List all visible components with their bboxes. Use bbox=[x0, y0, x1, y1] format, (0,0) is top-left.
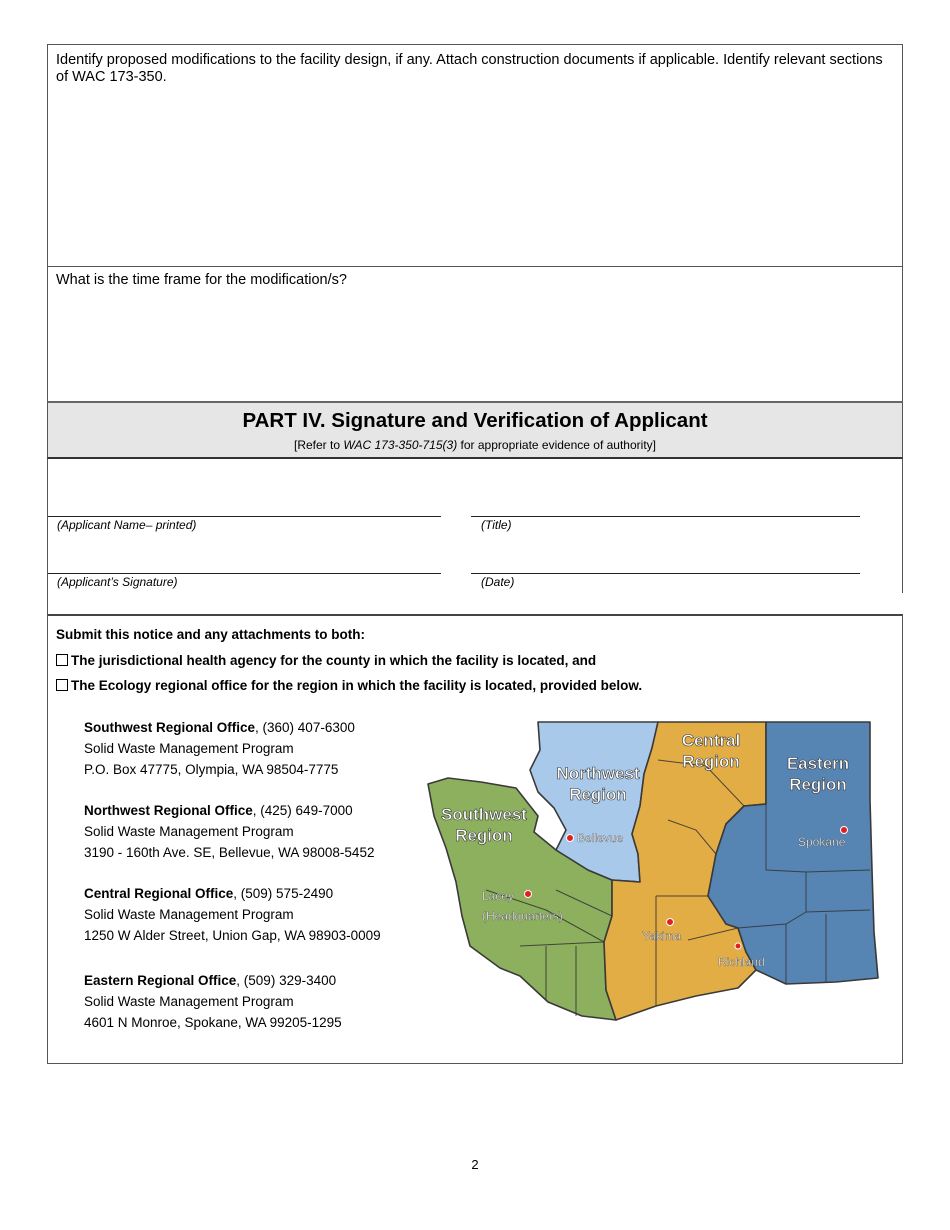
central-office bbox=[84, 883, 381, 946]
part4-subtitle bbox=[48, 438, 902, 452]
central-region-label-2: Region bbox=[682, 752, 740, 771]
southwest-office bbox=[84, 717, 355, 780]
office-program: Solid Waste Management Program bbox=[84, 741, 294, 756]
eastern-office bbox=[84, 970, 342, 1033]
office-phone: , (425) 649-7000 bbox=[252, 803, 353, 818]
submission-box bbox=[47, 614, 903, 1064]
bellevue-label: Bellevue bbox=[577, 831, 624, 845]
applicant-signature-line[interactable] bbox=[48, 573, 441, 574]
timeframe-box bbox=[47, 266, 903, 402]
health-agency-label: The jurisdictional health agency for the county in which the facility is located, and bbox=[71, 653, 597, 668]
date-label: (Date) bbox=[481, 575, 515, 589]
southwest-region-label-1: Southwest bbox=[441, 805, 527, 824]
office-address: 4601 N Monroe, Spokane, WA 99205-1295 bbox=[84, 1015, 342, 1030]
submit-heading: Submit this notice and any attachments to both: bbox=[56, 627, 366, 642]
spokane-marker bbox=[841, 827, 848, 834]
modifications-question: Identify proposed modifications to the facility design, if any. Attach construction documents if applicable. Identify relevant sections of WAC 173-350. bbox=[56, 52, 883, 85]
health-agency-checkbox[interactable] bbox=[56, 654, 68, 666]
submit-option-health-agency[interactable] bbox=[56, 653, 596, 668]
submit-option-ecology-office[interactable] bbox=[56, 678, 642, 693]
applicant-name-label: (Applicant Name– printed) bbox=[57, 518, 197, 532]
headquarters-label: (Headquarters) bbox=[482, 909, 563, 923]
northwest-office bbox=[84, 800, 374, 863]
timeframe-question: What is the time frame for the modification/s? bbox=[56, 272, 347, 288]
yakima-label: Yakima bbox=[642, 929, 682, 943]
part4-subtitle-prefix: [Refer to bbox=[294, 438, 344, 452]
part4-header bbox=[47, 401, 903, 459]
part4-subtitle-suffix: for appropriate evidence of authority] bbox=[457, 438, 656, 452]
office-phone: , (509) 329-3400 bbox=[236, 973, 337, 988]
office-address: P.O. Box 47775, Olympia, WA 98504-7775 bbox=[84, 762, 339, 777]
richland-label: Richland bbox=[718, 955, 765, 969]
eastern-region-label-1: Eastern bbox=[786, 754, 850, 773]
northwest-region-label-1: Northwest bbox=[556, 764, 640, 783]
ecology-office-label: The Ecology regional office for the region in which the facility is located, provided below. bbox=[71, 678, 643, 693]
office-address: 1250 W Alder Street, Union Gap, WA 98903-0009 bbox=[84, 928, 381, 943]
central-region-label-1: Central bbox=[681, 731, 741, 750]
part4-title: PART IV. Signature and Verification of Applicant bbox=[242, 409, 708, 432]
richland-marker bbox=[735, 943, 741, 949]
signature-area bbox=[47, 459, 903, 616]
modifications-box bbox=[47, 44, 903, 267]
southwest-region-label-2: Region bbox=[455, 826, 513, 845]
office-program: Solid Waste Management Program bbox=[84, 824, 294, 839]
lacey-label: Lacey bbox=[482, 889, 515, 903]
office-name: Central Regional Office bbox=[84, 886, 234, 901]
applicant-signature-label: (Applicant’s Signature) bbox=[57, 575, 178, 589]
office-program: Solid Waste Management Program bbox=[84, 907, 294, 922]
office-name: Northwest Regional Office bbox=[84, 803, 253, 818]
title-label: (Title) bbox=[481, 518, 512, 532]
bellevue-marker bbox=[567, 835, 574, 842]
yakima-marker bbox=[667, 919, 674, 926]
date-line[interactable] bbox=[471, 573, 860, 574]
office-name: Southwest Regional Office bbox=[84, 720, 256, 735]
office-program: Solid Waste Management Program bbox=[84, 994, 294, 1009]
eastern-region-label-2: Region bbox=[789, 775, 847, 794]
title-line[interactable] bbox=[471, 516, 860, 517]
wac-reference: WAC 173-350-715(3) bbox=[343, 438, 458, 452]
lacey-marker bbox=[525, 891, 532, 898]
spokane-label: Spokane bbox=[798, 835, 846, 849]
office-phone: , (360) 407-6300 bbox=[255, 720, 355, 735]
signature-right-border bbox=[902, 459, 903, 593]
page-number: 2 bbox=[471, 1157, 479, 1172]
washington-regions-map bbox=[426, 720, 881, 1026]
office-address: 3190 - 160th Ave. SE, Bellevue, WA 98008-5452 bbox=[84, 845, 375, 860]
applicant-name-line[interactable] bbox=[48, 516, 441, 517]
office-phone: , (509) 575-2490 bbox=[233, 886, 334, 901]
office-name: Eastern Regional Office bbox=[84, 973, 237, 988]
ecology-office-checkbox[interactable] bbox=[56, 679, 68, 691]
northwest-region-label-2: Region bbox=[569, 785, 627, 804]
